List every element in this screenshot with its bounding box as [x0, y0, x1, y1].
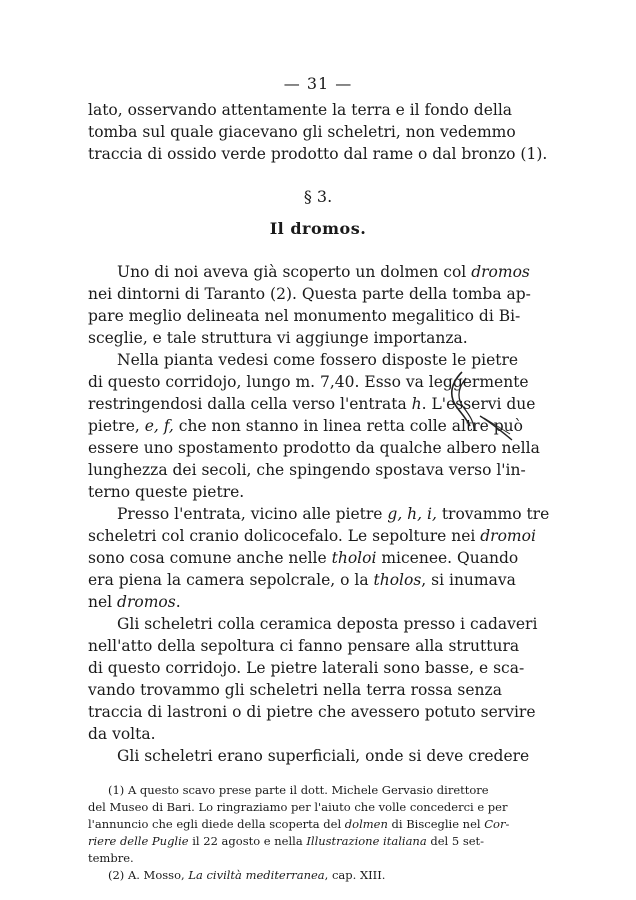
text-line: traccia di ossido verde prodotto dal rame o dal bronzo (1). — [88, 145, 548, 163]
text-line: restringendosi dalla cella verso l'entrata h. L'esservi due — [88, 395, 536, 413]
text-line: Gli scheletri erano superficiali, onde si deve credere — [117, 747, 530, 765]
text-line: Uno di noi aveva già scoperto un dolmen col dromos — [117, 263, 530, 281]
text-line: nei dintorni di Taranto (2). Questa parte della tomba ap- — [88, 285, 531, 303]
text-line: pietre, e, f, che non stanno in linea retta colle altre può — [88, 417, 523, 435]
pen-mark-icon — [440, 368, 520, 443]
text-line: nell'atto della sepoltura ci fanno pensare alla struttura — [88, 637, 520, 655]
text-line: lunghezza dei secoli, che spingendo spostava verso l'in- — [88, 461, 526, 479]
text-line: sono cosa comune anche nelle tholoi micenee. Quando — [88, 549, 519, 567]
text-line: traccia di lastroni o di pietre che avessero potuto servire — [88, 703, 536, 721]
text-line: terno queste pietre. — [88, 483, 245, 501]
text-line: Presso l'entrata, vicino alle pietre g, h, i, trovammo tre — [117, 505, 550, 523]
page-number: — 31 — — [283, 74, 353, 93]
section-title: Il dromos. — [269, 219, 367, 238]
text-line: scheletri col cranio dolicocefalo. Le sepolture nei dromoi — [88, 527, 536, 545]
footnote-line: tembre. — [88, 851, 134, 865]
text-line: da volta. — [88, 725, 156, 743]
footnote-line: (1) A questo scavo prese parte il dott. Michele Gervasio direttore — [108, 783, 489, 797]
footnote-line: (2) A. Mosso, La civiltà mediterranea, cap. XIII. — [108, 868, 386, 882]
text-line: di questo corridojo. Le pietre laterali sono basse, e sca- — [88, 659, 525, 677]
text-line: sceglie, e tale struttura vi aggiunge importanza. — [88, 329, 468, 347]
text-line: tomba sul quale giacevano gli scheletri, non vedemmo — [88, 123, 516, 141]
text-line: vando trovammo gli scheletri nella terra rossa senza — [88, 681, 502, 699]
footnote-line: del Museo di Bari. Lo ringraziamo per l'aiuto che volle concederci e per — [88, 800, 508, 814]
text-line: lato, osservando attentamente la terra e il fondo della — [88, 101, 513, 119]
text-line: Nella pianta vedesi come fossero disposte le pietre — [117, 351, 519, 369]
text-line: era piena la camera sepolcrale, o la tholos, si inumava — [88, 571, 516, 589]
footnote-line: riere delle Puglie il 22 agosto e nella Illustrazione italiana del 5 set- — [88, 834, 485, 848]
text-line: nel dromos. — [88, 593, 181, 611]
footnote-line: l'annuncio che egli diede della scoperta del dolmen di Bisceglie nel Cor- — [88, 817, 510, 831]
text-line: di questo corridojo, lungo m. 7,40. Esso va leggermente — [88, 373, 529, 391]
text-line: essere uno spostamento prodotto da qualche albero nella — [88, 439, 540, 457]
text-line: Gli scheletri colla ceramica deposta presso i cadaveri — [117, 615, 538, 633]
text-line: pare meglio delineata nel monumento megalitico di Bi- — [88, 307, 521, 325]
section-mark: § 3. — [303, 187, 333, 206]
